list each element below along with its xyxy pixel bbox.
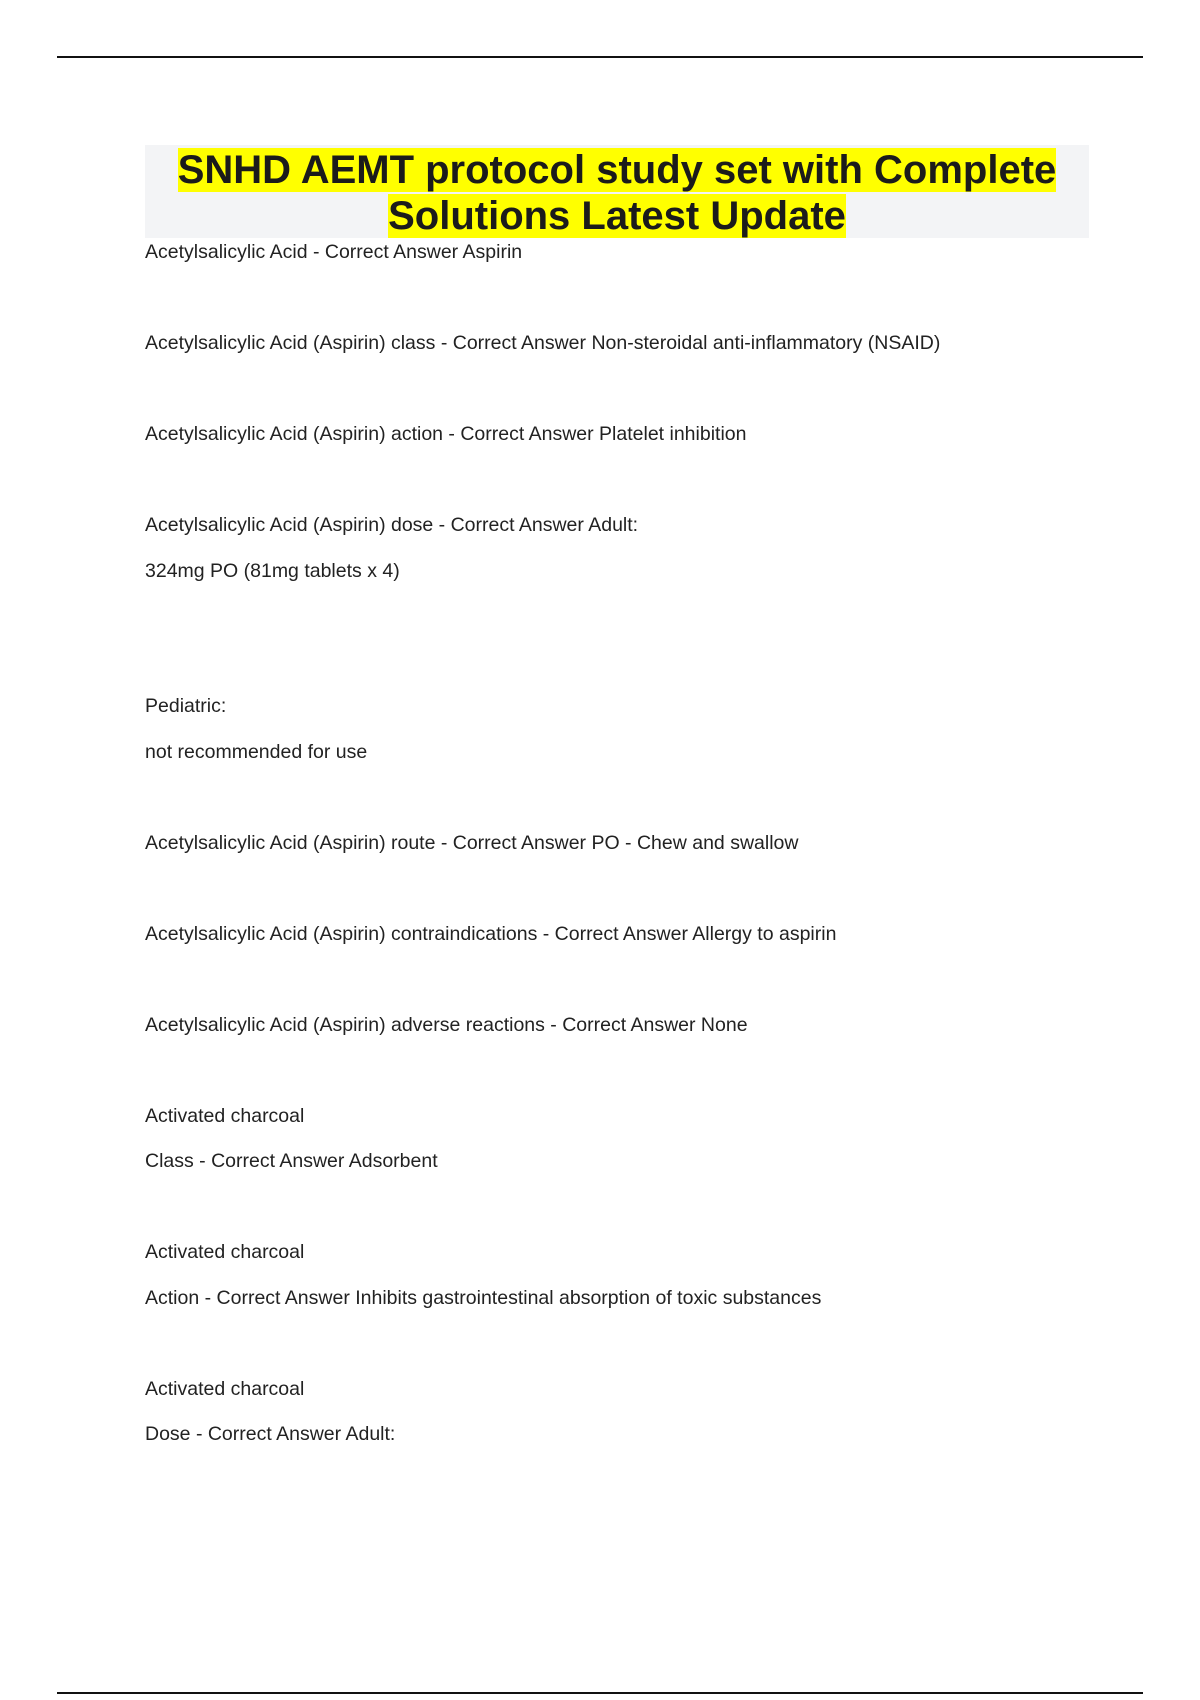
qa-line-charcoal-class: Class - Correct Answer Adsorbent: [145, 1150, 438, 1172]
header-rule: [57, 56, 1143, 58]
qa-line-aspirin-class: Acetylsalicylic Acid (Aspirin) class - Correct Answer Non-steroidal anti-inflammatory (NSAID): [145, 332, 941, 354]
qa-line-charcoal-action: Action - Correct Answer Inhibits gastrointestinal absorption of toxic substances: [145, 1287, 822, 1309]
qa-line-aspirin-dose: Acetylsalicylic Acid (Aspirin) dose - Correct Answer Adult:: [145, 514, 639, 536]
title-line-2: Solutions Latest Update: [388, 194, 846, 238]
qa-line-aspirin-contraindications: Acetylsalicylic Acid (Aspirin) contraindications - Correct Answer Allergy to aspirin: [145, 923, 837, 945]
qa-line-pediatric-label: Pediatric:: [145, 695, 227, 717]
qa-line-aspirin-dose-adult: 324mg PO (81mg tablets x 4): [145, 560, 400, 582]
qa-line-pediatric-value: not recommended for use: [145, 741, 368, 763]
qa-line-charcoal-3: Activated charcoal: [145, 1378, 305, 1400]
qa-line-charcoal-dose: Dose - Correct Answer Adult:: [145, 1423, 396, 1445]
qa-line-aspirin-adverse: Acetylsalicylic Acid (Aspirin) adverse reactions - Correct Answer None: [145, 1014, 748, 1036]
title-block: [145, 145, 1089, 238]
qa-line-aspirin-route: Acetylsalicylic Acid (Aspirin) route - Correct Answer PO - Chew and swallow: [145, 832, 799, 854]
qa-line-aspirin-name: Acetylsalicylic Acid - Correct Answer Aspirin: [145, 241, 523, 263]
qa-line-aspirin-action: Acetylsalicylic Acid (Aspirin) action - Correct Answer Platelet inhibition: [145, 423, 747, 445]
qa-line-charcoal-2: Activated charcoal: [145, 1241, 305, 1263]
document-title: [145, 145, 1089, 239]
title-line-1: SNHD AEMT protocol study set with Complete: [177, 148, 1057, 192]
qa-line-charcoal-1: Activated charcoal: [145, 1105, 305, 1127]
footer-rule: [57, 1692, 1143, 1694]
